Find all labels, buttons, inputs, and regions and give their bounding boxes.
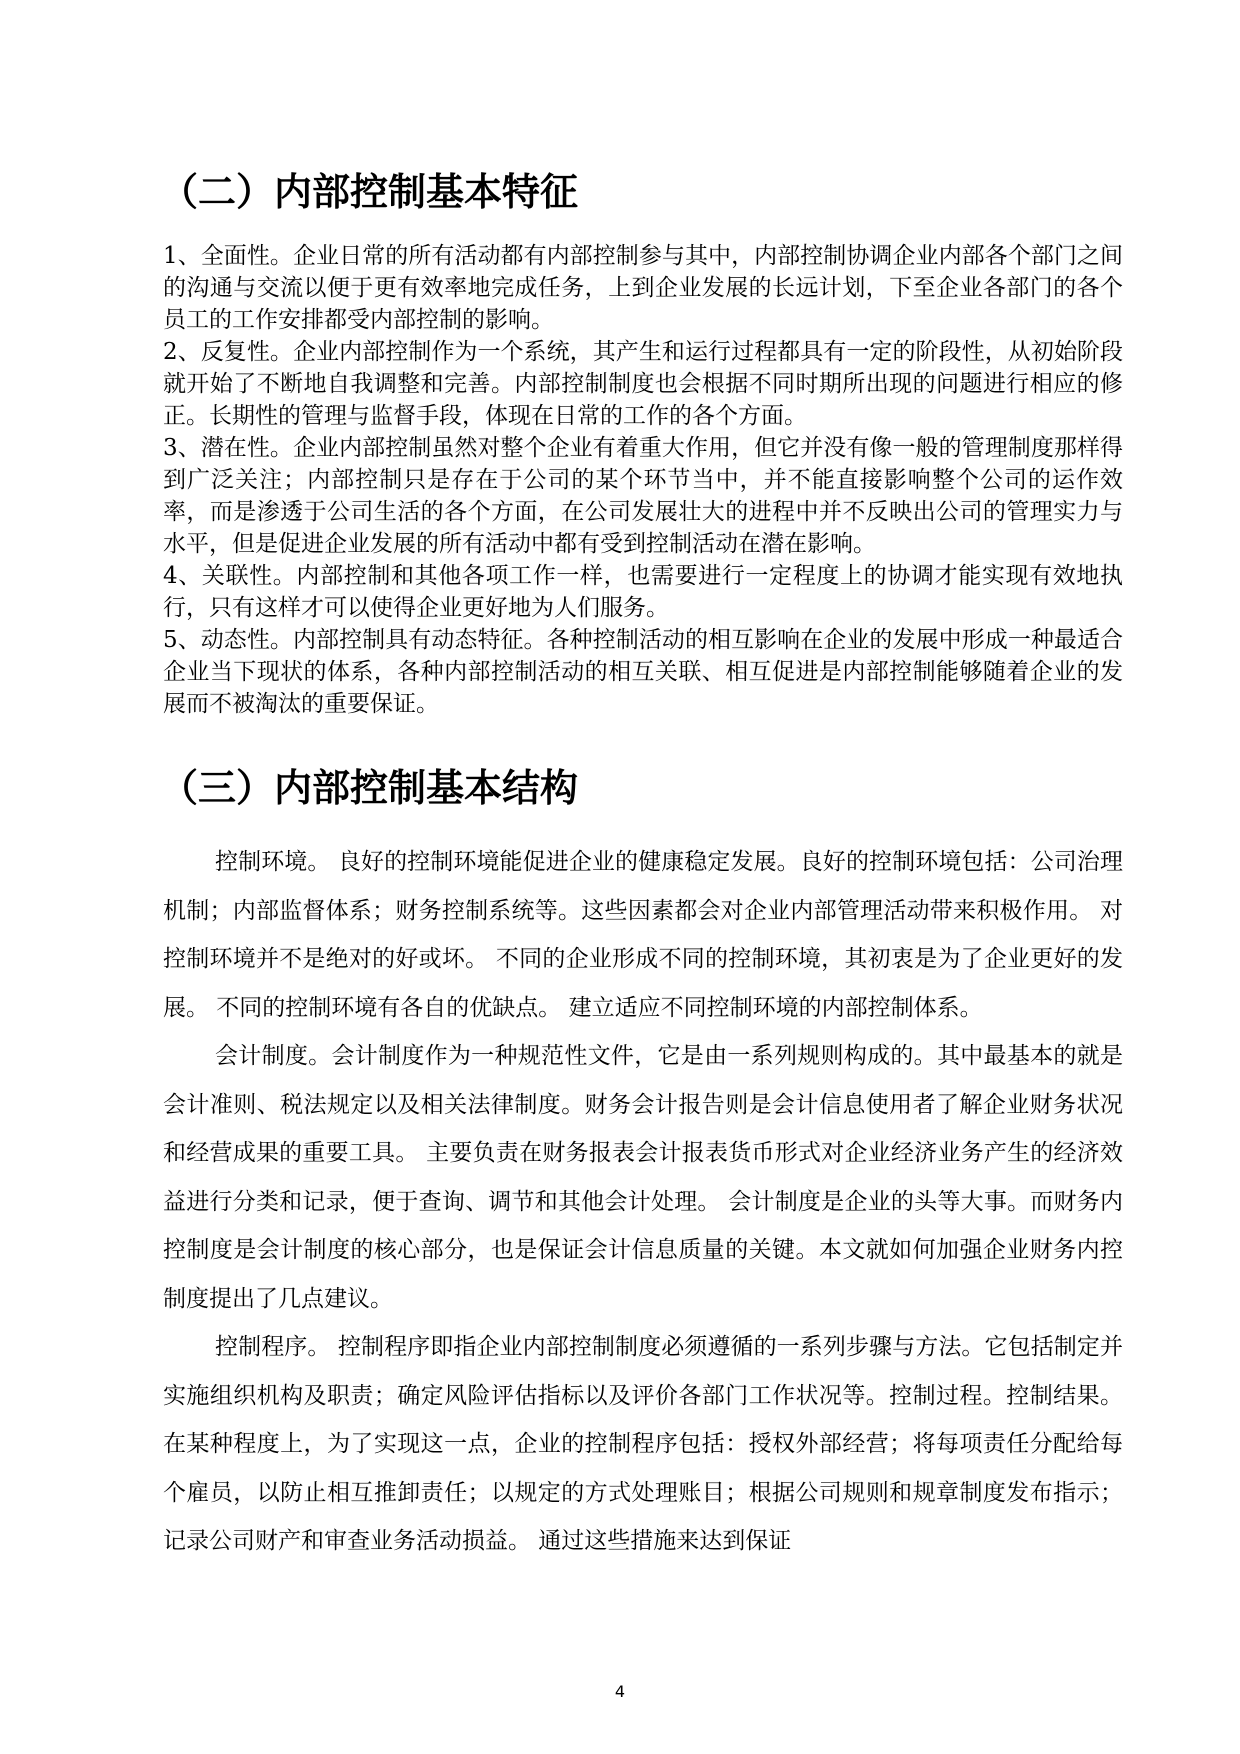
paragraph-control-environment: 控制环境。 良好的控制环境能促进企业的健康稳定发展。良好的控制环境包括：公司治理机制；内部监督体系；财务控制系统等。这些因素都会对企业内部管理活动带来积极作用。 对控制环境并不是绝对的好或坏。 不同的企业形成不同的控制环境，其初衷是为了企业更好的发展。 不同的控制环境有各自的优缺点。 建立适应不同控制环境的内部控制体系。 (163, 849, 1123, 1021)
feature-item-relevance: 4、关联性。内部控制和其他各项工作一样，也需要进行一定程度上的协调才能实现有效地执行，只有这样才可以使得企业更好地为人们服务。 (163, 563, 1123, 621)
paragraph-accounting-system: 会计制度。会计制度作为一种规范性文件，它是由一系列规则构成的。其中最基本的就是会计准则、税法规定以及相关法律制度。财务会计报告则是会计信息使用者了解企业财务状况和经营成果的重要工具。 主要负责在财务报表会计报表货币形式对企业经济业务产生的经济效益进行分类和记录，便于查询、调节和其他会计处理。 会计制度是企业的头等大事。而财务内控制度是会计制度的核心部分，也是保证会计信息质量的关键。本文就如何加强企业财务内控制度提出了几点建议。 (163, 1043, 1123, 1312)
structure-body (163, 838, 1123, 1566)
section-heading-structure: （三）内部控制基本结构 (160, 766, 579, 810)
feature-item-latency: 3、潜在性。企业内部控制虽然对整个企业有着重大作用，但它并没有像一般的管理制度那样得到广泛关注；内部控制只是存在于公司的某个环节当中，并不能直接影响整个公司的运作效率，而是渗透于公司生活的各个方面，在公司发展壮大的进程中并不反映出公司的管理实力与水平，但是促进企业发展的所有活动中都有受到控制活动在潜在影响。 (163, 435, 1123, 557)
paragraph-control-procedures: 控制程序。 控制程序即指企业内部控制制度必须遵循的一系列步骤与方法。它包括制定并实施组织机构及职责；确定风险评估指标以及评价各部门工作状况等。控制过程。控制结果。 在某种程度上，为了实现这一点，企业的控制程序包括：授权外部经营；将每项责任分配给每个雇员，以防止相互推卸责任；以规定的方式处理账目；根据公司规则和规章制度发布指示；记录公司财产和审查业务活动损益。 通过这些措施来达到保证 (163, 1334, 1123, 1554)
feature-item-repetitiveness: 2、反复性。企业内部控制作为一个系统，其产生和运行过程都具有一定的阶段性，从初始阶段就开始了不断地自我调整和完善。内部控制制度也会根据不同时期所出现的问题进行相应的修正。长期性的管理与监督手段，体现在日常的工作的各个方面。 (163, 339, 1123, 429)
features-list (163, 240, 1123, 720)
feature-item-comprehensiveness: 1、全面性。企业日常的所有活动都有内部控制参与其中，内部控制协调企业内部各个部门之间的沟通与交流以便于更有效率地完成任务，上到企业发展的长远计划，下至企业各部门的各个员工的工作安排都受内部控制的影响。 (163, 243, 1123, 333)
section-heading-features: （二）内部控制基本特征 (160, 170, 579, 214)
feature-item-dynamics: 5、动态性。内部控制具有动态特征。各种控制活动的相互影响在企业的发展中形成一种最适合企业当下现状的体系，各种内部控制活动的相互关联、相互促进是内部控制能够随着企业的发展而不被淘汰的重要保证。 (163, 627, 1123, 717)
page-number: 4 (614, 1682, 626, 1701)
